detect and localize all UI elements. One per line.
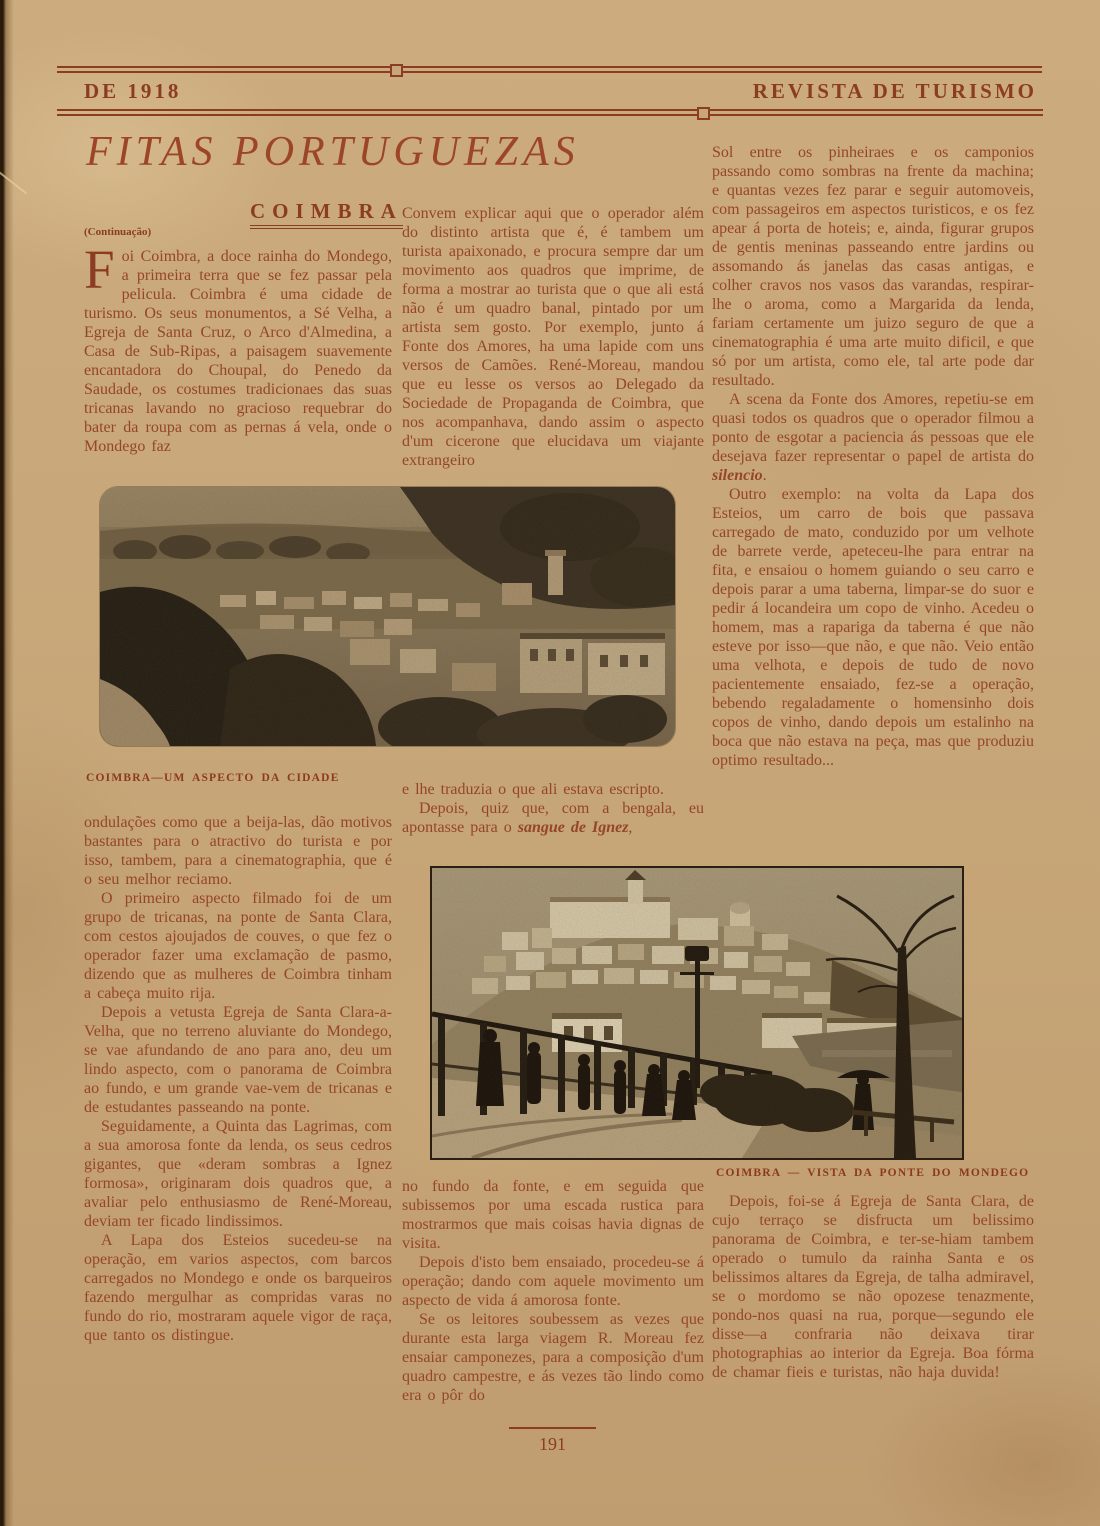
paragraph-text: .: [762, 467, 767, 484]
paragraph-text: ,: [628, 819, 633, 836]
paragraph: Seguidamente, a Quinta das Lagrimas, com a sua amorosa fonte da lenda, os seus cedros gigantes, que «deram sombras a Ignez formosa», originaram dois quadros que, a avaliar pelo enthusiasmo de René-Moreau, deviam ter ficado lindissimos.: [84, 1118, 392, 1230]
header-rule-bottom: [57, 109, 1043, 116]
emphasis-text: silencio: [712, 467, 763, 484]
column-middle-bottom: [402, 1177, 704, 1405]
column-right-bottom: [712, 1192, 1034, 1382]
paragraph: Sol entre os pinheiraes e os camponios passando como sombras na frente da machina; e quantas vezes fez parar e seguir automoveis, com passageiros em aspectos turisticos, e os fez apear á porta de hoteis; e, ainda, figurar grupos de gentis meninas passeando entre jardins ou assomando ás janelas das casas antigas, e colher cravos nos vasos das varandas, respirar-lhe o aroma, como a Margarida da lenda, fariam certamente um juizo seguro de que a cinematographia é uma arte muito dificil, e que só por um artista, como ele, tal arte pode dar resultado.: [712, 144, 1034, 389]
paragraph: Convem explicar aqui que o operador além do distinto artista que é, é tambem um turista apaixonado, e procura sempre dar um movimento aos quadros que imprime, de forma a mostrar ao turista que o que ali está não é um quadro banal, pintado por um artista sem gosto. Por exemplo, junto á Fonte dos Amores, ha uma lapide com uns versos de Camões. René-Moreau, mandou que eu lesse os versos ao Delegado da Sociedade de Propaganda de Coimbra, que nos acompanhava, dando assim o aspecto d'um cicerone que elucidava um viajante extrangeiro: [402, 205, 704, 469]
paragraph: Depois d'isto bem ensaiado, procedeu-se á operação; dando com aquele movimento um aspecto de vida á amorosa fonte.: [402, 1254, 704, 1309]
paragraph: [84, 239, 392, 456]
paragraph-text: Depois, quiz que, com a bengala, eu apontasse para o: [402, 800, 704, 836]
continuation-note: (Continuação): [84, 226, 152, 238]
paragraph: A Lapa dos Esteios sucedeu-se na operação, em varios aspectos, com barcos carregados no Mondego e onde os barqueiros fazendo mergulhar as compridas varas no fundo do rio, mostraram aquele vigor de raça, que tanto os distingue.: [84, 1232, 392, 1344]
header-date: DE 1918: [84, 79, 182, 103]
paragraph: ondulações como que a beija-las, dão motivos bastantes para o atractivo do turista e por isso, tambem, para a cinematographia, que é o seu melhor reciamo.: [84, 814, 392, 888]
paragraph-text: oi Coimbra, a doce rainha do Mondego, a primeira terra que se fez passar pela pelicula. Coimbra é uma cidade de turismo. Os seus monumentos, a Sé Velha, a Egreja de Santa Cruz, o Arco d'Almedina, a Casa de Sub-Ripas, a paisagem suavemente encantadora do Choupal, do Penedo da Saudade, os costumes tradicionaes das suas tricanas lavando no gracioso requebrar do bater da roupa com as pernas á vela, onde o Mondego faz: [84, 248, 392, 455]
column-middle-top: [402, 204, 704, 470]
column-left-bottom: [84, 813, 392, 1345]
photo-coimbra-bridge: [430, 866, 964, 1160]
photo-caption: COIMBRA—UM ASPECTO DA CIDADE: [86, 772, 340, 784]
paragraph: Se os leitores soubessem as vezes que durante esta larga viagem R. Moreau fez ensaiar camponezes, para a composição d'um quadro campestre, e ás vezes tão lindo como era o pôr do: [402, 1311, 704, 1404]
paragraph: e lhe traduzia o que ali estava escripto.: [402, 781, 664, 798]
emphasis-text: sangue de Ignez: [517, 819, 629, 836]
photo-coimbra-city: [100, 487, 675, 746]
masthead-title: REVISTA DE TURISMO: [752, 79, 1037, 103]
drop-cap: F: [84, 239, 115, 300]
page-number: 191: [539, 1434, 566, 1454]
paragraph: [712, 390, 1034, 485]
column-right: [712, 143, 1034, 770]
paragraph: Depois, foi-se á Egreja de Santa Clara, de cujo terraço se disfructa um belissimo panorama de Coimbra, e ter-se-hiam tambem operado o tumulo da rainha Santa e os belissimos altares da Egreja, de talha admiravel, se o mordomo se não opozese tenazmente, pondo-nos quasi na rua, porque—segundo ele disse—a confraria não deixava tirar photographias ao interior da Egreja. Boa fórma de chamar fieis e turistas, não haja duvida!: [712, 1193, 1034, 1381]
footer-rule: [509, 1427, 596, 1429]
header-rule-top: [57, 66, 1042, 73]
square-ornament-icon: [697, 107, 710, 120]
paragraph-text: A scena da Fonte dos Amores, repetiu-se em quasi todos os quadros que o operador filmou a ponto de esgotar a paciencia ás pessoas que ele desejava fazer representar o papel de artista do: [712, 391, 1034, 465]
article-title: FITAS PORTUGUEZAS: [86, 129, 580, 175]
paragraph: no fundo da fonte, e em seguida que subissemos por uma escada rustica para mostrarmos que mais coisas havia dignas de visita.: [402, 1178, 704, 1252]
page-edge-shadow: [0, 0, 14, 1526]
section-heading-text: COIMBRA: [250, 199, 403, 229]
paragraph: [402, 799, 704, 837]
photo-caption: COIMBRA — VISTA DA PONTE DO MONDEGO: [716, 1167, 1030, 1179]
square-ornament-icon: [390, 64, 403, 77]
paragraph: Depois a vetusta Egreja de Santa Clara-a-Velha, que no terreno aluviante do Mondego, se vae afundando de ano para ano, deu um lindo aspecto, com o panorama de Coimbra ao fundo, e um grande vae-vem de tricanas e de estudantes passeando na ponte.: [84, 1004, 392, 1116]
column-left-top: [84, 239, 392, 456]
paragraph: O primeiro aspecto filmado foi de um grupo de tricanas, na ponte de Santa Clara, com cestos ajoujados de couves, o que fez o operador fazer uma exclamação de pasmo, dizendo que as mulheres de Coimbra tinham a cabeça muito rija.: [84, 890, 392, 1002]
paragraph: Outro exemplo: na volta da Lapa dos Esteios, um carro de bois que passava carregado de mato, conduzido por um velhote de barrete verde, apeteceu-lhe para entrar na fita, e ensaiou o homem guiando o seu carro e depois parar a uma taberna, limpar-se do suor e pedir á locandeira um copo de vinho. Acedeu o homem, mas a rapariga da taberna é que não esteve por isso—que não, e que não. Veio então uma velhota, e depois de tudo de novo pacientemente ensaiado, fez-se a operação, bebendo regaladamente o homensinho dois copos de vinho, dando depois um estalinho na boca que não estava na peça, mas que produziu optimo resultado...: [712, 486, 1034, 769]
column-middle-mid: [402, 780, 704, 837]
section-heading: [250, 199, 403, 224]
